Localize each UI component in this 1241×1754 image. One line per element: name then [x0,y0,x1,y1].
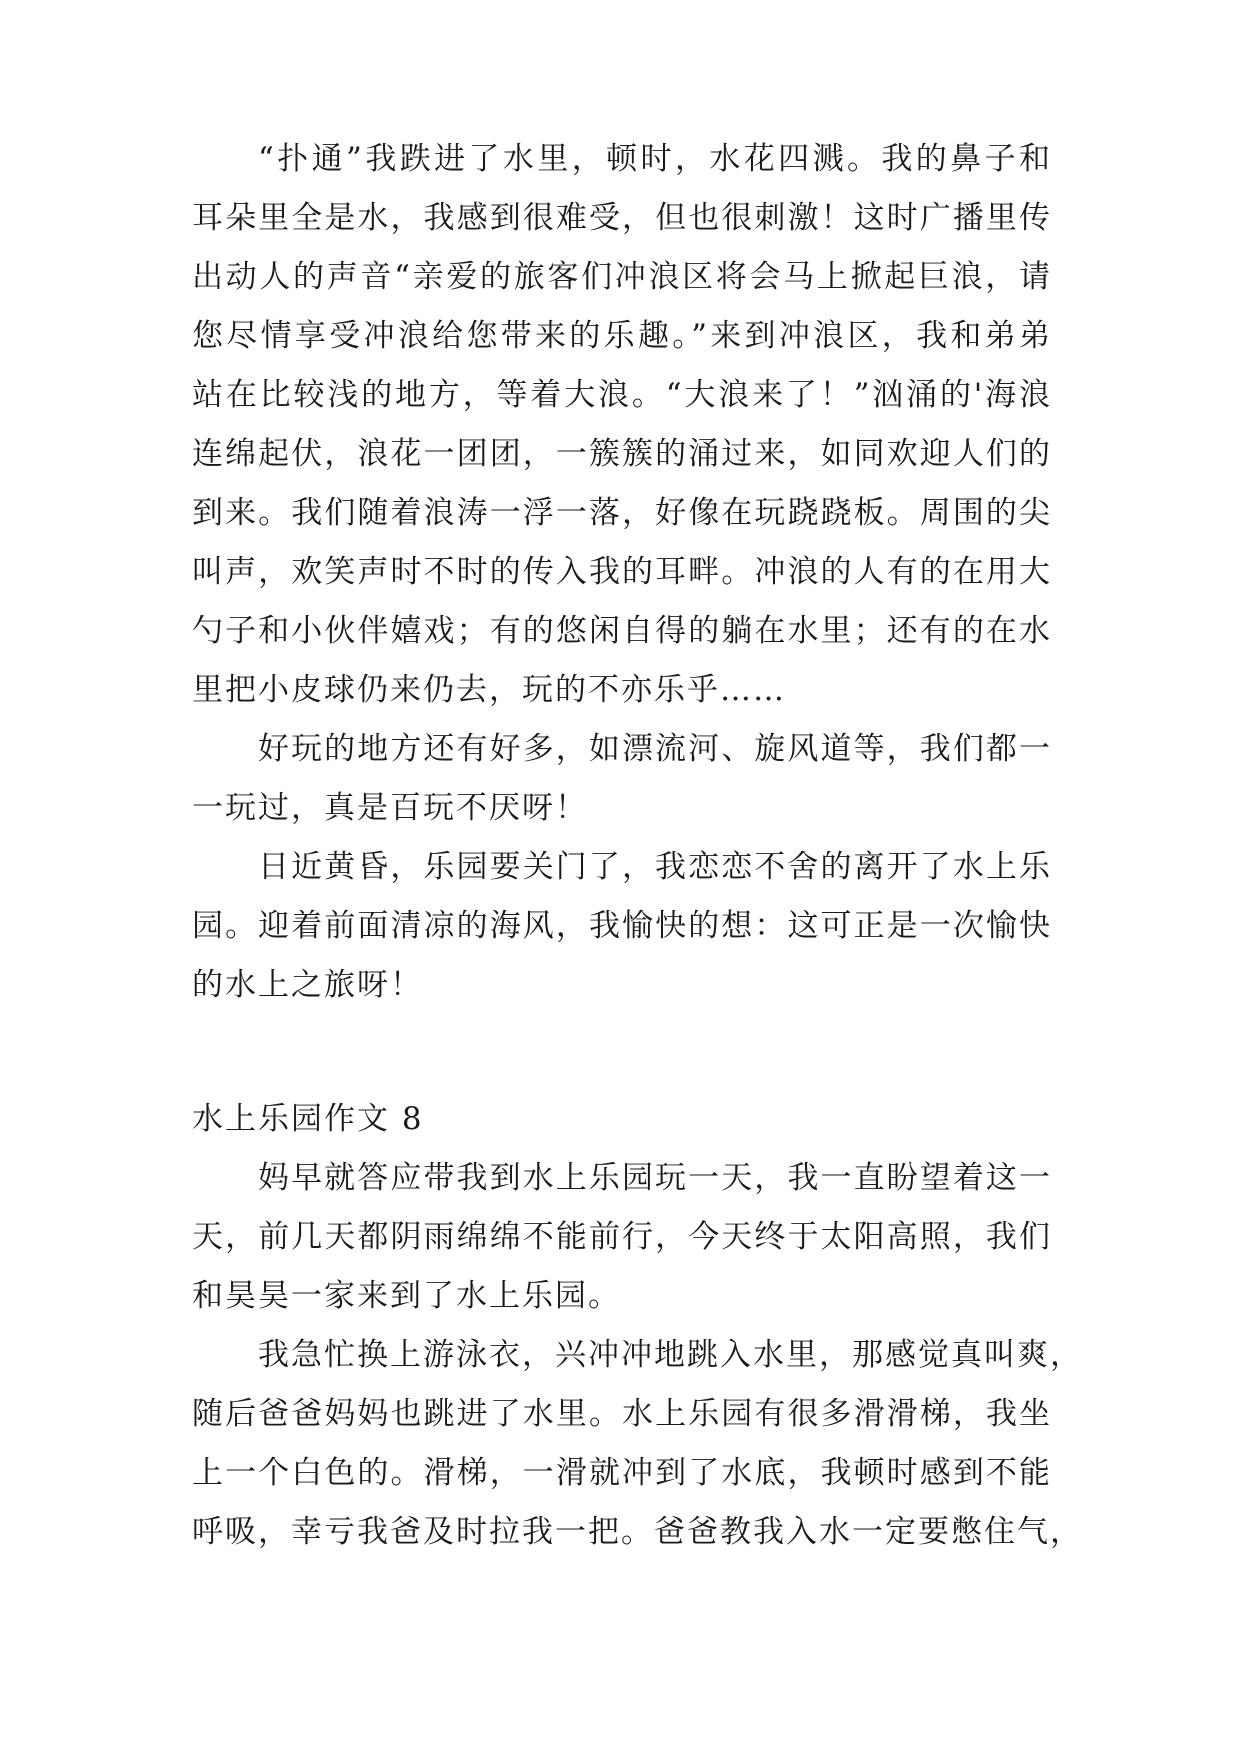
paragraph-line: 园。迎着前面清凉的海风，我愉快的想：这可正是一次愉快 [192,908,1052,944]
paragraph-line: 天，前几天都阴雨绵绵不能前行，今天终于太阳高照，我们 [192,1219,1052,1255]
paragraph-line: 随后爸爸妈妈也跳进了水里。水上乐园有很多滑滑梯，我坐 [192,1396,1052,1432]
essay-heading: 水上乐园作文 8 [192,1101,424,1137]
paragraph-line: 呼吸，幸亏我爸及时拉我一把。爸爸教我入水一定要憋住气， [192,1514,1083,1550]
paragraph-line: 一玩过，真是百玩不厌呀！ [192,790,588,826]
paragraph-line: 叫声，欢笑声时不时的传入我的耳畔。冲浪的人有的在用大 [192,554,1052,590]
paragraph-line: 出动人的声音“亲爱的旅客们冲浪区将会马上掀起巨浪，请 [192,259,1052,295]
paragraph-line: 站在比较浅的地方，等着大浪。“大浪来了！”汹涌的'海浪 [192,377,1052,413]
paragraph-line: 和昊昊一家来到了水上乐园。 [192,1278,621,1314]
paragraph-line: 连绵起伏，浪花一团团，一簇簇的涌过来，如同欢迎人们的 [192,436,1052,472]
paragraph-line: 您尽情享受冲浪给您带来的乐趣。”来到冲浪区，我和弟弟 [192,318,1052,354]
paragraph-line: 勺子和小伙伴嬉戏；有的悠闲自得的躺在水里；还有的在水 [192,613,1052,649]
paragraph-line: 耳朵里全是水，我感到很难受，但也很刺激！这时广播里传 [192,200,1052,236]
paragraph-line: 好玩的地方还有好多，如漂流河、旋风道等，我们都一 [258,731,1052,767]
paragraph-line: 日近黄昏，乐园要关门了，我恋恋不舍的离开了水上乐 [258,849,1052,885]
paragraph-line: 妈早就答应带我到水上乐园玩一天，我一直盼望着这一 [258,1160,1052,1196]
story-section-1 [192,130,1052,1015]
paragraph-line: “扑通”我跌进了水里，顿时，水花四溅。我的鼻子和 [258,141,1052,177]
paragraph-line: 上一个白色的。滑梯，一滑就冲到了水底，我顿时感到不能 [192,1455,1052,1491]
story-section-2 [192,1149,1083,1562]
paragraph-line: 到来。我们随着浪涛一浮一落，好像在玩跷跷板。周围的尖 [192,495,1052,531]
paragraph-line: 我急忙换上游泳衣，兴冲冲地跳入水里，那感觉真叫爽， [258,1337,1083,1373]
paragraph-line: 里把小皮球仍来仍去，玩的不亦乐乎…… [192,672,786,708]
paragraph-line: 的水上之旅呀！ [192,967,423,1003]
